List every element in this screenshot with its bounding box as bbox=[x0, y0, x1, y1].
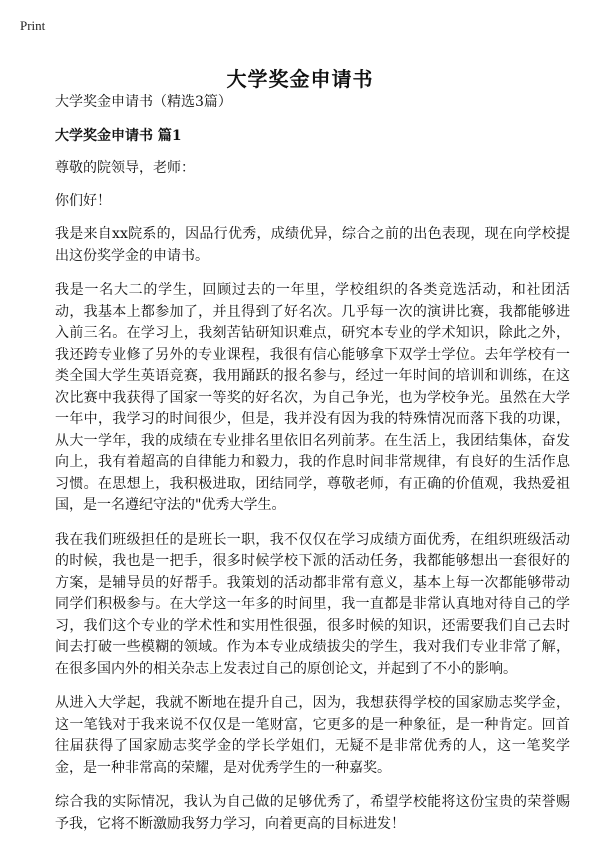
print-link[interactable]: Print bbox=[20, 18, 46, 33]
section-heading: 大学奖金申请书 篇1 bbox=[55, 127, 182, 144]
paragraph-2: 我是一名大二的学生，回顾过去的一年里，学校组织的各类竞选活动，和社团活动，我基本上都参加了，并且得到了好名次。几乎每一次的演讲比赛，我都能够进入前三名。在学习上，我刻苦钻研知识难点，研究本专业的学术知识，除此之外，我还跨专业修了另外的专业课程，我很有信心能够拿下双学士学位。去年学校有一类全国大学生英语竞赛，我用踊跃的报名参与，经过一年时间的培训和训练，在这次比赛中我获得了国家一等奖的好名次，为自己争光，也为学校争光。虽然在大学一年中，我学习的时间很少，但是，我并没有因为我的特殊情况而落下我的功课，从大一学年，我的成绩在专业排名里依旧名列前茅。在生活上，我团结集体，奋发向上，我有着超高的自律能力和毅力，我的作息时间非常规律，有良好的生活作息习惯。在思想上，我积极进取，团结同学，尊敬老师，有正确的价值观，我热爱祖国，是一名遵纪守法的"优秀大学生。 bbox=[55, 282, 570, 513]
document-subtitle: 大学奖金申请书（精选3篇） bbox=[55, 94, 232, 110]
paragraph-4: 从进入大学起，我就不断地在提升自己，因为，我想获得学校的国家励志奖学金，这一笔钱对于我来说不仅仅是一笔财富，它更多的是一种象征，是一种肯定。回首往届获得了国家励志奖学金的学长学姐们，无疑不是非常优秀的人，这一笔奖学金，是一种非常高的荣耀，是对优秀学生的一种嘉奖。 bbox=[55, 695, 570, 776]
paragraph-3: 我在我们班级担任的是班长一职，我不仅仅在学习成绩方面优秀，在组织班级活动的时候，我也是一把手，很多时候学校下派的活动任务，我都能够想出一套很好的方案，是辅导员的好帮手。我策划的活动都非常有意义，基本上每一次都能够带动同学们积极参与。在大学这一年多的时间里，我一直都是非常认真地对待自己的学习，我们这个专业的学术性和实用性很强，很多时候的知识，还需要我们自己去时间去打破一些模糊的领域。作为本专业成绩拔尖的学生，我对我们专业非常了解，在很多国内外的相关杂志上发表过自己的原创论文，并起到了不小的影响。 bbox=[55, 531, 570, 677]
letter-greeting: 尊敬的院领导，老师： bbox=[55, 160, 195, 176]
paragraph-5: 综合我的实际情况，我认为自己做的足够优秀了，希望学校能将这份宝贵的荣誉赐予我，它将不断激励我努力学习，向着更高的目标进发！ bbox=[55, 794, 570, 832]
document-title: 大学奖金申请书 bbox=[226, 67, 374, 92]
document-body bbox=[55, 92, 570, 848]
letter-hello: 你们好！ bbox=[55, 192, 111, 209]
paragraph-1: 我是来自xx院系的，因品行优秀，成绩优异，综合之前的出色表现，现在向学校提出这份奖学金的申请书。 bbox=[55, 226, 570, 264]
